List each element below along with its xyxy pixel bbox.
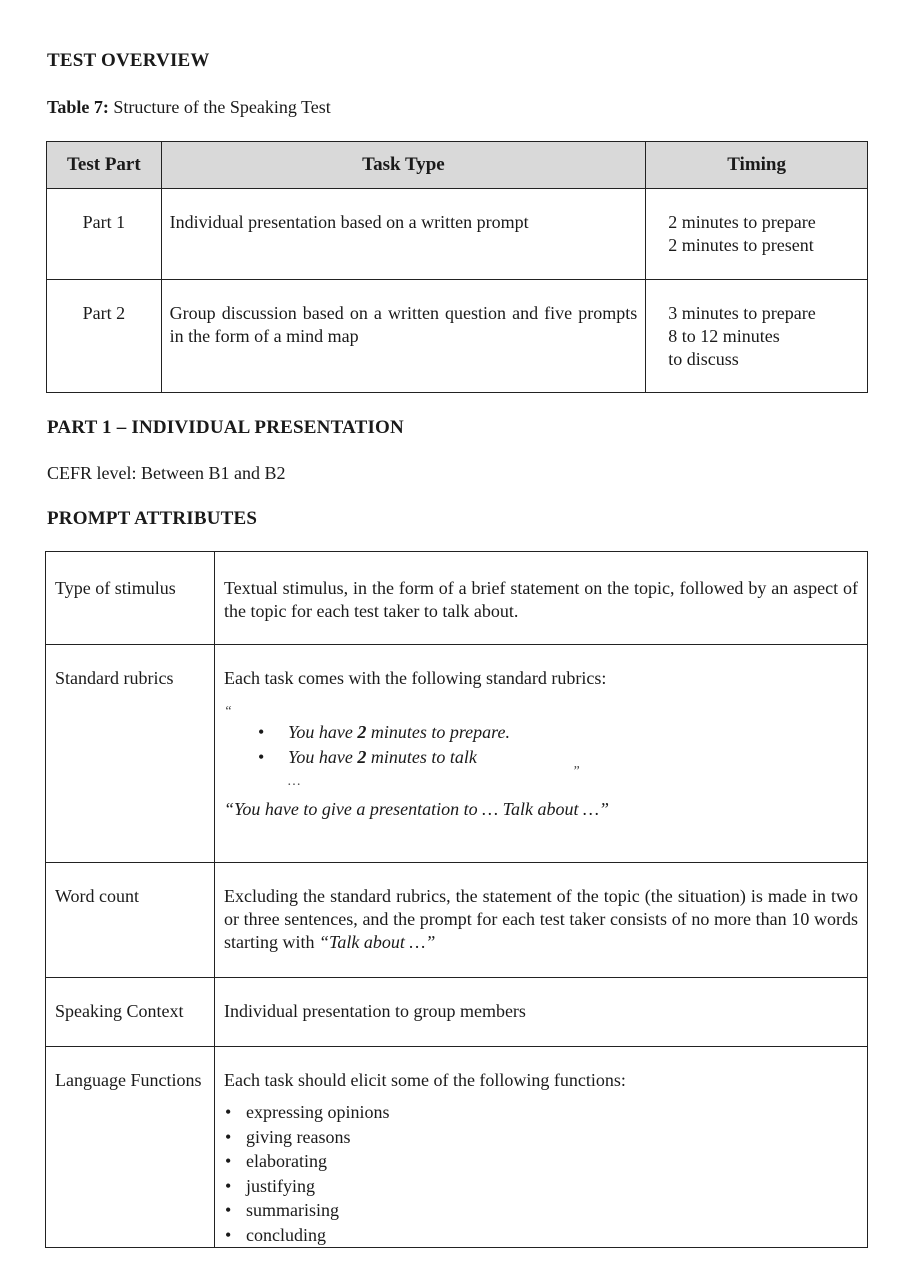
functions-intro: Each task should elicit some of the following functions:	[224, 1070, 626, 1090]
cefr-level: CEFR level: Between B1 and B2	[47, 463, 286, 483]
row-label: Standard rubrics	[46, 645, 215, 863]
ellipsis: …	[288, 774, 301, 789]
section-heading-prompt-attributes: PROMPT ATTRIBUTES	[47, 508, 258, 529]
list-item: • elaborating	[224, 1149, 858, 1174]
list-item: • concluding	[224, 1223, 858, 1248]
table-caption-label: Table 7:	[47, 97, 109, 117]
list-item: • You have 2 minutes to prepare.	[224, 720, 858, 745]
timing-line: 2 minutes to prepare	[668, 212, 816, 232]
rubrics-closing: “You have to give a presentation to … Talk about …”	[224, 799, 610, 819]
open-quote: “	[224, 704, 232, 719]
table-caption-text: Structure of the Speaking Test	[113, 97, 331, 117]
section-heading-overview: TEST OVERVIEW	[47, 50, 210, 71]
row-label: Speaking Context	[46, 978, 215, 1047]
cell-task: Group discussion based on a written question and five prompts in the form of a mind map	[161, 280, 646, 393]
functions-list	[224, 1100, 858, 1247]
list-item: • expressing opinions	[224, 1100, 858, 1125]
row-label: Language Functions	[46, 1047, 215, 1248]
cell-task: Individual presentation based on a written prompt	[161, 189, 646, 280]
list-item: • summarising	[224, 1198, 858, 1223]
row-label: Word count	[46, 863, 215, 978]
timing-line: to discuss	[668, 349, 739, 369]
table-row	[46, 552, 868, 645]
cell-timing	[646, 280, 868, 393]
row-value	[215, 645, 868, 863]
row-label: Type of stimulus	[46, 552, 215, 645]
list-item: • justifying	[224, 1174, 858, 1199]
header-task-type: Task Type	[161, 142, 646, 189]
table-row	[46, 645, 868, 863]
speaking-test-structure-table	[46, 141, 868, 393]
row-value: Textual stimulus, in the form of a brief statement on the topic, followed by an aspect of the topic for each test taker to talk about.	[215, 552, 868, 645]
table-header-row	[47, 142, 868, 189]
row-value: Excluding the standard rubrics, the statement of the topic (the situation) is made in two or three sentences, and the prompt for each test taker consists of no more than 10 words starting with “Talk about …”	[215, 863, 868, 978]
cell-timing	[646, 189, 868, 280]
timing-line: 2 minutes to present	[668, 235, 814, 255]
timing-line: 3 minutes to prepare	[668, 303, 816, 323]
row-value: Individual presentation to group members	[215, 978, 868, 1047]
prompt-attributes-table	[45, 551, 868, 1248]
table-row	[46, 978, 868, 1047]
cell-part: Part 1	[47, 189, 162, 280]
close-quote: ”	[572, 764, 580, 779]
table-row	[47, 189, 868, 280]
table-row	[46, 1047, 868, 1248]
rubrics-intro: Each task comes with the following standard rubrics:	[224, 668, 607, 688]
cell-part: Part 2	[47, 280, 162, 393]
timing-line: 8 to 12 minutes	[668, 326, 780, 346]
list-item: • You have 2 minutes to talk	[224, 745, 858, 770]
list-item: • giving reasons	[224, 1125, 858, 1150]
table-row	[47, 280, 868, 393]
table-caption	[47, 97, 331, 118]
row-value	[215, 1047, 868, 1248]
rubric-list	[224, 720, 858, 770]
table-row	[46, 863, 868, 978]
header-timing: Timing	[646, 142, 868, 189]
header-test-part: Test Part	[47, 142, 162, 189]
section-heading-part1: PART 1 – INDIVIDUAL PRESENTATION	[47, 417, 404, 438]
